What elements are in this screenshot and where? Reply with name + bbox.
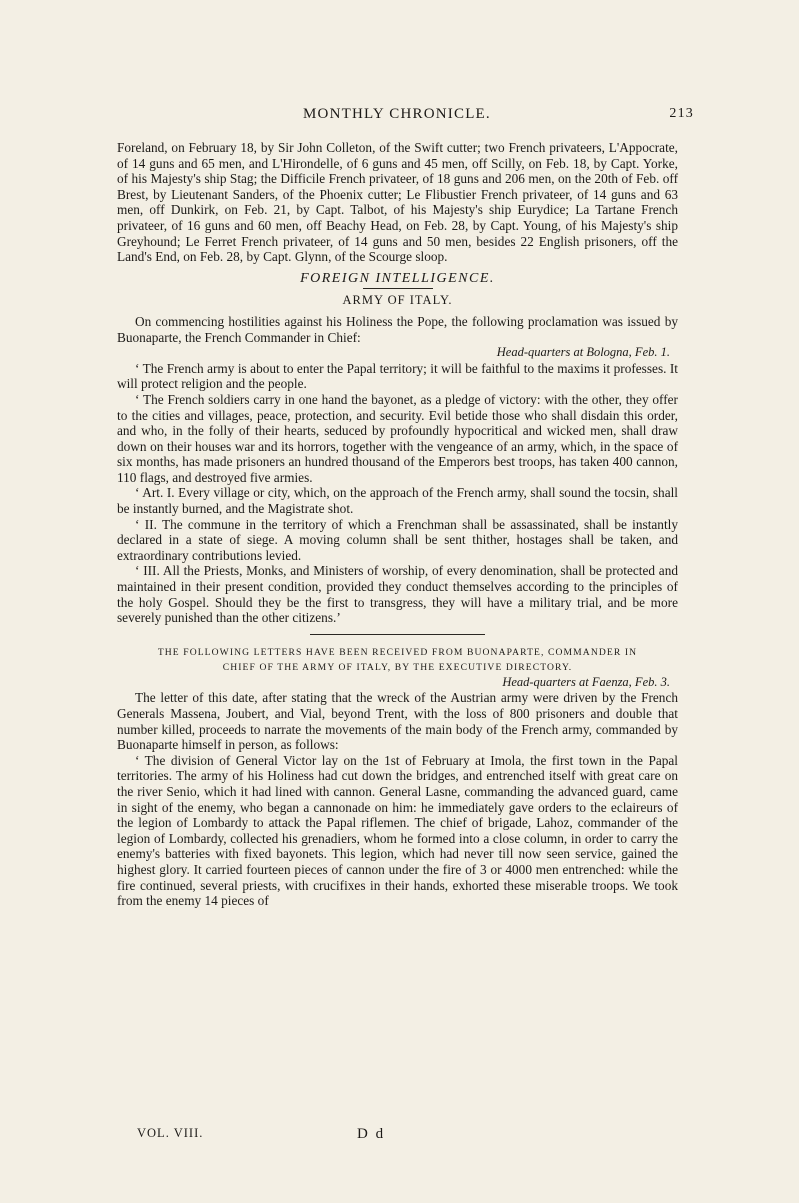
page-footer — [137, 1126, 657, 1144]
proclamation-article: ‘ Art. I. Every village or city, which, on the approach of the French army, shall sound the tocsin, shall be instantly burned, and the Magistrate shot. — [117, 485, 678, 517]
volume-label: VOL. VIII. — [137, 1126, 204, 1140]
letters-heading-line: THE FOLLOWING LETTERS HAVE BEEN RECEIVED FROM BUONAPARTE, COMMANDER IN — [157, 646, 638, 658]
letters-heading — [117, 645, 678, 675]
page-number: 213 — [669, 106, 694, 121]
proclamation-article: ‘ II. The commune in the territory of which a Frenchman shall be assassinated, shall be instantly declared in a state of siege. A moving column shall be sent thither, hostages shall be taken, and extraordinary contributions levied. — [117, 516, 678, 563]
article-body — [117, 140, 678, 909]
proclamation-paragraph: ‘ The French soldiers carry in one hand the bayonet, as a pledge of victory: with the other, they offer to the cities and villages, peace, protection, and security. Evil betide those who shall disdain this order, and who, in the folly of their hearts, seduced by profoundly hypocritical and wicked men, shall draw down on their houses war and its horrors, together with the vengeance of an army, which, in the space of six months, has made prisoners an hundred thousand of the Emperors best troops, has taken 400 cannon, 110 flags, and destroyed five armies. — [117, 391, 678, 485]
proclamation-paragraph: ‘ The French army is about to enter the Papal territory; it will be faithful to the maxims it professes. It will protect religion and the people. — [117, 360, 678, 392]
dateline-bologna: Head-quarters at Bologna, Feb. 1. — [496, 345, 670, 360]
intro-paragraph: Foreland, on February 18, by Sir John Colleton, of the Swift cutter; two French privateers, L'Appocrate, of 14 guns and 65 men, and L'Hirondelle, of 6 guns and 45 men, off Scilly, on Feb. 18, by Capt. Yorke, of his Majesty's ship Stag; the Difficile French privateer, of 18 guns and 206 men, on the 20th of Feb. off Brest, by Lieutenant Sanders, of the Phoenix cutter; Le Flibustier French privateer, of 14 guns and 63 men, off Dunkirk, on Feb. 21, by Capt. Talbot, of his Majesty's ship Eurydice; La Tartane French privateer, of 16 guns and 60 men, off Beachy Head, on Feb. 28, by Capt. Young, of his Majesty's ship Greyhound; Le Ferret French privateer, of 14 guns and 50 men, besides 22 English prisoners, off the Land's End, on Feb. 28, by Capt. Glynn, of the Scourge sloop. — [117, 140, 678, 265]
letters-heading-line: CHIEF OF THE ARMY OF ITALY, BY THE EXECUTIVE DIRECTORY. — [222, 661, 573, 673]
letter-paragraph: ‘ The division of General Victor lay on the 1st of February at Imola, the first town in the Papal territories. The army of his Holiness had cut down the bridges, and entrenched itself with great care on the river Senio, which it had lined with cannon. General Lasne, commanding the advanced guard, came in sight of the enemy, who began a cannonade on him: he immediately gave orders to the eclaireurs of the legion of Lombardy to attack the Papal riflemen. The chief of brigade, Lahoz, commander of the legion of Lombardy, collected his grenadiers, whom he formed into a close column, in order to carry the enemy's batteries with fixed bayonets. This legion, which had never till now seen service, gained the highest glory. It carried fourteen pieces of cannon under the fire of 3 or 4000 men entrenched: while the fire continued, several priests, with crucifixes in their hands, exhorted these miserable troops. We took from the enemy 14 pieces of — [117, 752, 678, 909]
dateline-faenza: Head-quarters at Faenza, Feb. 3. — [502, 674, 670, 689]
proclamation-intro: On commencing hostilities against his Holiness the Pope, the following proclamation was issued by Buonaparte, the French Commander in Chief: — [117, 313, 678, 345]
running-head — [117, 106, 694, 124]
section-divider — [310, 634, 485, 635]
section-rule — [363, 288, 433, 289]
proclamation-article: ‘ III. All the Priests, Monks, and Ministers of worship, of every denomination, shall be protected and maintained in their present condition, provided they conduct themselves according to the principles of the holy Gospel. Should they be the first to transgress, they will have a military trial, and be more severely punished than the other citizens.’ — [117, 563, 678, 626]
letter-paragraph: The letter of this date, after stating that the wreck of the Austrian army were driven by the French Generals Massena, Joubert, and Vial, beyond Trent, with the loss of 800 prisoners and double that number killed, proceeds to narrate the movements of the main body of the French army, commanded by Buonaparte himself in person, as follows: — [117, 690, 678, 753]
subsection-title: ARMY OF ITALY. — [342, 293, 453, 308]
signature-mark: D d — [357, 1126, 386, 1142]
section-title: FOREIGN INTELLIGENCE. — [300, 270, 495, 286]
running-title: MONTHLY CHRONICLE. — [303, 106, 491, 122]
